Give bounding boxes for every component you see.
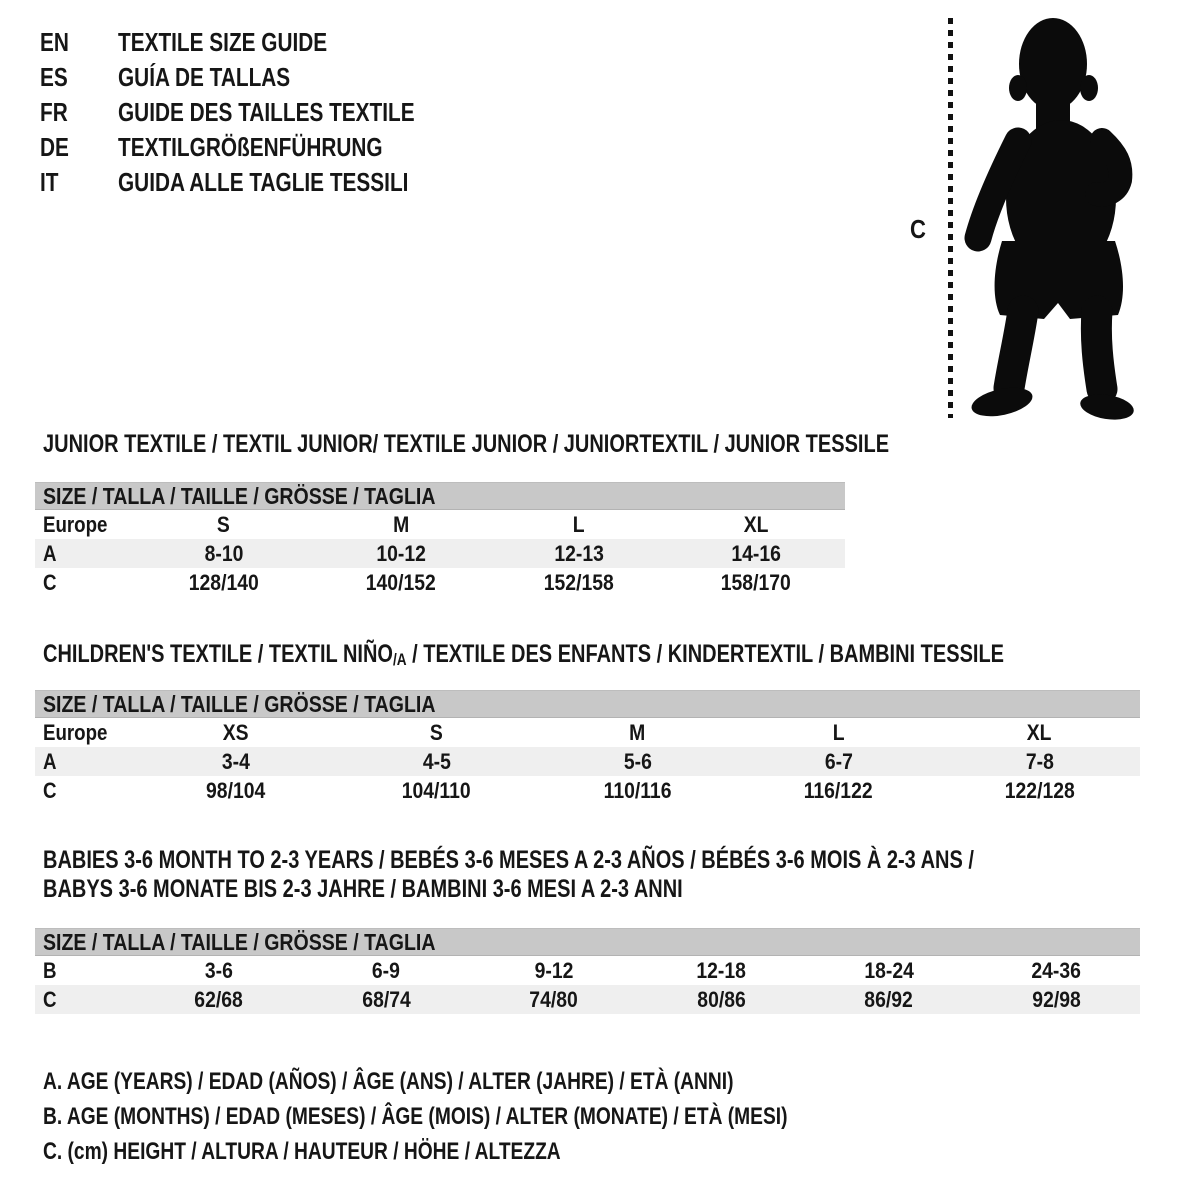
height-cell: 104/110: [402, 777, 471, 803]
row-label: B: [43, 957, 57, 983]
size-cell: S: [217, 511, 231, 537]
language-code: FR: [40, 97, 68, 127]
height-cell: 128/140: [188, 569, 259, 595]
table-row: [35, 510, 845, 539]
babies-section-title: [43, 846, 1200, 904]
height-cell: 68/74: [362, 986, 411, 1012]
table-row: [35, 776, 1140, 805]
age-cell: 6-9: [372, 957, 401, 983]
babies-size-header-bar: SIZE / TALLA / TAILLE / GRÖSSE / TAGLIA: [35, 928, 1140, 956]
language-code: EN: [40, 27, 69, 57]
age-cell: 10-12: [376, 540, 427, 566]
age-cell: 12-13: [553, 540, 604, 566]
table-row: [35, 985, 1140, 1014]
babies-size-table: [35, 928, 1140, 1014]
children-section-title: CHILDREN'S TEXTILE / TEXTIL NIÑO/A / TEXTILE DES ENFANTS / KINDERTEXTIL / BAMBINI TESSILE: [43, 640, 1005, 669]
nino-a-subscript: /A: [392, 650, 407, 669]
height-cell: 158/170: [721, 569, 792, 595]
height-measure-dashed-line: [948, 18, 953, 418]
language-row: [40, 62, 489, 97]
language-code: IT: [40, 167, 59, 197]
guide-title-fr: GUIDE DES TAILLES TEXTILE: [118, 97, 415, 127]
age-cell: 12-18: [696, 957, 747, 983]
table-row: [35, 747, 1140, 776]
height-cell: 86/92: [864, 986, 913, 1012]
table-row: [35, 956, 1140, 985]
row-label: Europe: [43, 511, 108, 537]
size-cell: XS: [222, 719, 249, 745]
size-cell: M: [393, 511, 410, 537]
toddler-silhouette-image: [956, 8, 1148, 422]
age-cell: 14-16: [731, 540, 782, 566]
size-cell: XL: [743, 511, 769, 537]
row-label: A: [43, 540, 57, 566]
toddler-silhouette-shape: [969, 18, 1136, 422]
guide-title-es: GUÍA DE TALLAS: [118, 62, 291, 92]
language-row: [40, 132, 489, 167]
height-measure-label: C: [910, 214, 926, 244]
size-cell: S: [430, 719, 443, 745]
legend-line-c: C. (cm) HEIGHT / ALTURA / HAUTEUR / HÖHE / ALTEZZA: [43, 1138, 561, 1165]
height-cell: 74/80: [529, 986, 578, 1012]
guide-title-en: TEXTILE SIZE GUIDE: [118, 27, 328, 57]
table-row: [35, 539, 845, 568]
table-row: [35, 718, 1140, 747]
guide-title-it: GUIDA ALLE TAGLIE TESSILI: [118, 167, 409, 197]
language-row: [40, 97, 489, 132]
legend-block: [43, 1064, 974, 1169]
junior-section-title: JUNIOR TEXTILE / TEXTIL JUNIOR/ TEXTILE JUNIOR / JUNIORTEXTIL / JUNIOR TESSILE: [43, 430, 890, 458]
size-cell: L: [832, 719, 845, 745]
age-cell: 3-6: [204, 957, 233, 983]
row-label: C: [43, 569, 57, 595]
language-row: [40, 27, 489, 62]
language-row: [40, 167, 489, 202]
row-label: A: [43, 748, 57, 774]
height-cell: 116/122: [804, 777, 873, 803]
row-label: Europe: [43, 719, 108, 745]
junior-size-header-bar: SIZE / TALLA / TAILLE / GRÖSSE / TAGLIA: [35, 482, 845, 510]
children-size-header-bar: SIZE / TALLA / TAILLE / GRÖSSE / TAGLIA: [35, 690, 1140, 718]
age-cell: 7-8: [1025, 748, 1054, 774]
height-cell: 140/152: [366, 569, 437, 595]
legend-line-b: B. AGE (MONTHS) / EDAD (MESES) / ÂGE (MOIS) / ALTER (MONATE) / ETÀ (MESI): [43, 1103, 788, 1130]
table-row: [35, 568, 845, 597]
guide-title-de: TEXTILGRÖßENFÜHRUNG: [118, 132, 383, 162]
babies-title-line2: BABYS 3-6 MONATE BIS 2-3 JAHRE / BAMBINI 3-6 MESI A 2-3 ANNI: [43, 875, 683, 903]
age-cell: 24-36: [1031, 957, 1082, 983]
size-cell: M: [629, 719, 646, 745]
size-cell: L: [572, 511, 585, 537]
age-cell: 3-4: [221, 748, 250, 774]
height-cell: 122/128: [1004, 777, 1075, 803]
height-cell: 62/68: [194, 986, 243, 1012]
age-cell: 5-6: [623, 748, 652, 774]
height-cell: 80/86: [697, 986, 746, 1012]
language-code: DE: [40, 132, 69, 162]
row-label: C: [43, 986, 57, 1012]
language-code: ES: [40, 62, 68, 92]
row-label: C: [43, 777, 57, 803]
size-cell: XL: [1027, 719, 1052, 745]
height-cell: 110/116: [603, 777, 672, 803]
language-title-block: [40, 27, 489, 202]
height-cell: 152/158: [543, 569, 614, 595]
height-cell: 92/98: [1032, 986, 1081, 1012]
age-cell: 8-10: [204, 540, 244, 566]
legend-line-a: A. AGE (YEARS) / EDAD (AÑOS) / ÂGE (ANS) / ALTER (JAHRE) / ETÀ (ANNI): [43, 1068, 734, 1095]
height-cell: 98/104: [205, 777, 266, 803]
age-cell: 6-7: [824, 748, 853, 774]
age-cell: 18-24: [863, 957, 914, 983]
babies-title-line1: BABIES 3-6 MONTH TO 2-3 YEARS / BEBÉS 3-6 MESES A 2-3 AÑOS / BÉBÉS 3-6 MOIS À 2-3 ANS /: [43, 846, 974, 874]
age-cell: 9-12: [534, 957, 574, 983]
age-cell: 4-5: [422, 748, 451, 774]
junior-size-table: [35, 482, 845, 597]
children-size-table: [35, 690, 1140, 805]
